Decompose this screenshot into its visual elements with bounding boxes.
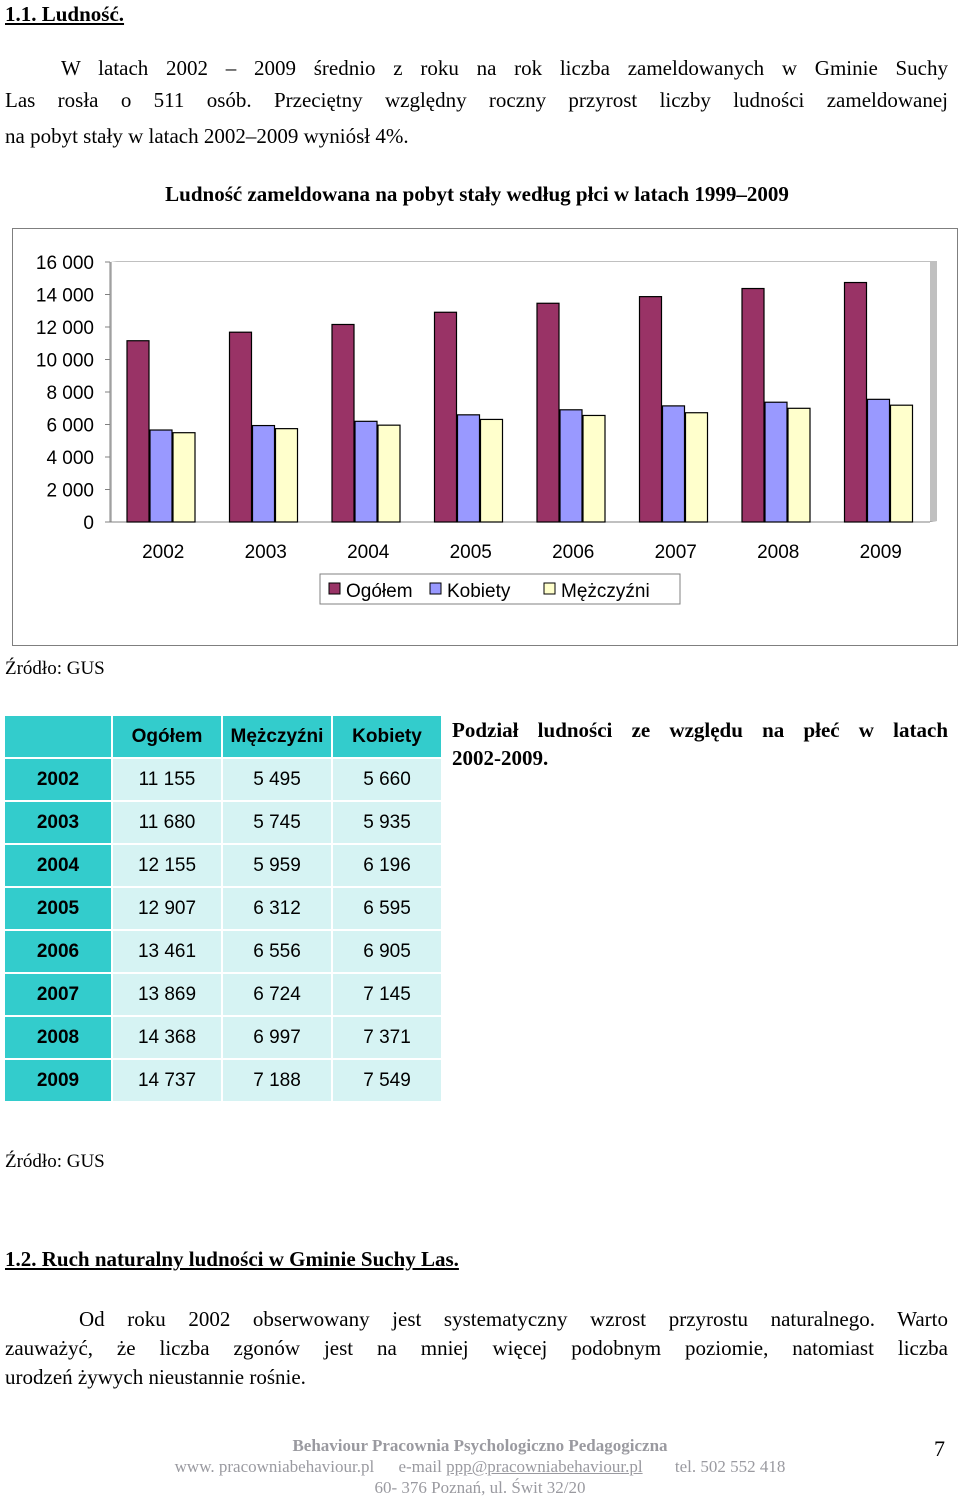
chart-title: Ludność zameldowana na pobyt stały według płci w latach 1999–2009 (165, 182, 789, 206)
row-year-cell: 2007 (4, 973, 112, 1016)
y-tick-label: 2 000 (46, 480, 94, 502)
bar-mężczyźni-2003 (276, 429, 298, 522)
footer-www[interactable]: www. pracowniabehaviour.pl (174, 1457, 375, 1476)
table-row (4, 1059, 442, 1102)
row-women-cell: 5 660 (332, 758, 442, 801)
bar-mężczyźni-2004 (378, 425, 400, 522)
section-heading-2: 1.2. Ruch naturalny ludności w Gminie Suchy Las. (5, 1247, 459, 1271)
row-total-cell: 13 461 (112, 930, 222, 973)
row-women-cell: 7 549 (332, 1059, 442, 1102)
y-tick-label: 4 000 (46, 448, 94, 469)
bar-mężczyźni-2007 (686, 413, 708, 522)
bar-ogółem-2003 (230, 332, 252, 522)
row-women-cell: 5 935 (332, 801, 442, 844)
table-header-row (4, 715, 442, 758)
row-year-cell: 2009 (4, 1059, 112, 1102)
row-men-cell: 6 997 (222, 1016, 332, 1059)
legend-label-mężczyźni: Mężczyźni (561, 581, 650, 602)
bar-ogółem-2009 (845, 283, 867, 522)
table-row (4, 930, 442, 973)
footer (130, 1435, 830, 1498)
bar-ogółem-2006 (537, 303, 559, 522)
row-women-cell: 6 905 (332, 930, 442, 973)
bar-mężczyźni-2006 (583, 415, 605, 522)
para2-line-1: Od roku 2002 obserwowany jest systematyczny wzrost przyrostu naturalnego. Warto (79, 1307, 948, 1331)
legend (320, 574, 680, 604)
table-row (4, 1016, 442, 1059)
bar-kobiety-2008 (765, 402, 787, 522)
row-year-cell: 2005 (4, 887, 112, 930)
table-caption-line-2: 2002-2009. (452, 746, 549, 770)
bar-kobiety-2006 (560, 410, 582, 522)
bar-kobiety-2003 (253, 426, 275, 522)
table-corner-cell (4, 715, 112, 758)
row-men-cell: 5 959 (222, 844, 332, 887)
row-total-cell: 13 869 (112, 973, 222, 1016)
x-tick-label: 2004 (347, 542, 390, 563)
bar-ogółem-2002 (127, 341, 149, 522)
row-year-cell: 2004 (4, 844, 112, 887)
row-men-cell: 6 556 (222, 930, 332, 973)
header-women: Kobiety (332, 715, 442, 758)
row-total-cell: 14 737 (112, 1059, 222, 1102)
legend-swatch-mężczyźni (544, 583, 555, 594)
legend-label-ogółem: Ogółem (346, 581, 413, 602)
footer-phone: tel. 502 552 418 (674, 1457, 786, 1476)
bar-mężczyźni-2009 (891, 405, 913, 522)
table-caption-line-1: Podział ludności ze względu na płeć w latach (452, 718, 948, 742)
population-table (3, 714, 443, 1103)
para2-line-3: urodzeń żywych nieustannie rośnie. (5, 1365, 306, 1389)
row-men-cell: 5 495 (222, 758, 332, 801)
bar-kobiety-2009 (868, 399, 890, 522)
table-row (4, 887, 442, 930)
footer-company: Behaviour Pracownia Psychologiczno Pedagogiczna (292, 1436, 668, 1455)
row-women-cell: 6 196 (332, 844, 442, 887)
x-tick-label: 2008 (757, 542, 800, 563)
footer-email-label: e-mail (398, 1457, 442, 1476)
bar-mężczyźni-2005 (481, 419, 503, 522)
y-tick-label: 0 (83, 513, 94, 534)
legend-label-kobiety: Kobiety (447, 581, 511, 602)
intro-line-2: Las rosła o 511 osób. Przeciętny względny roczny przyrost liczby ludności zameldowanej (5, 88, 948, 112)
header-total: Ogółem (112, 715, 222, 758)
bar-kobiety-2005 (458, 415, 480, 522)
footer-address: 60- 376 Poznań, ul. Świt 32/20 (374, 1478, 586, 1497)
table-row (4, 844, 442, 887)
row-year-cell: 2003 (4, 801, 112, 844)
intro-line-1: W latach 2002 – 2009 średnio z roku na rok liczba zameldowanych w Gminie Suchy (61, 56, 948, 80)
row-women-cell: 7 371 (332, 1016, 442, 1059)
row-total-cell: 11 155 (112, 758, 222, 801)
row-men-cell: 6 312 (222, 887, 332, 930)
x-tick-label: 2009 (859, 542, 902, 563)
bar-mężczyźni-2008 (788, 408, 810, 522)
x-tick-label: 2005 (449, 542, 492, 563)
y-tick-label: 10 000 (35, 350, 94, 372)
row-total-cell: 14 368 (112, 1016, 222, 1059)
y-tick-label: 6 000 (46, 415, 94, 437)
y-tick-label: 12 000 (35, 318, 94, 339)
row-year-cell: 2002 (4, 758, 112, 801)
bar-mężczyźni-2002 (173, 433, 195, 522)
natural-movement-paragraph (5, 1305, 948, 1392)
y-tick-label: 8 000 (46, 383, 94, 404)
legend-swatch-kobiety (430, 583, 441, 594)
x-tick-label: 2007 (654, 542, 697, 563)
y-tick-label: 14 000 (35, 285, 94, 307)
row-men-cell: 5 745 (222, 801, 332, 844)
source-note-1: Źródło: GUS (5, 658, 105, 679)
bar-kobiety-2002 (150, 430, 172, 522)
bar-ogółem-2007 (640, 297, 662, 522)
row-year-cell: 2008 (4, 1016, 112, 1059)
table-row (4, 801, 442, 844)
row-men-cell: 6 724 (222, 973, 332, 1016)
footer-email-link[interactable]: ppp@pracowniabehaviour.pl (446, 1457, 643, 1476)
source-note-2: Źródło: GUS (5, 1151, 105, 1172)
x-tick-label: 2002 (142, 542, 185, 563)
row-women-cell: 7 145 (332, 973, 442, 1016)
bar-kobiety-2007 (663, 406, 685, 522)
footer-contact (130, 1456, 830, 1477)
row-men-cell: 7 188 (222, 1059, 332, 1102)
legend-swatch-ogółem (329, 583, 340, 594)
header-men: Mężczyźni (222, 715, 332, 758)
row-total-cell: 11 680 (112, 801, 222, 844)
page-number: 7 (934, 1436, 945, 1461)
row-year-cell: 2006 (4, 930, 112, 973)
row-women-cell: 6 595 (332, 887, 442, 930)
table-row (4, 973, 442, 1016)
x-tick-label: 2006 (552, 542, 595, 563)
row-total-cell: 12 907 (112, 887, 222, 930)
bar-chart (0, 0, 960, 660)
row-total-cell: 12 155 (112, 844, 222, 887)
y-tick-label: 16 000 (35, 253, 94, 274)
bar-ogółem-2005 (435, 312, 457, 522)
section-heading-1: 1.1. Ludność. (5, 2, 125, 26)
x-tick-label: 2003 (244, 542, 287, 563)
table-caption (452, 716, 948, 772)
bar-ogółem-2004 (332, 324, 354, 522)
table-row (4, 758, 442, 801)
bar-ogółem-2008 (742, 289, 764, 522)
x-axis-labels (142, 542, 902, 563)
intro-line-3: na pobyt stały w latach 2002–2009 wyniósł 4%. (5, 124, 409, 148)
bar-kobiety-2004 (355, 421, 377, 522)
para2-line-2: zauważyć, że liczba zgonów jest na mniej więcej podobnym poziomie, natomiast liczba (5, 1336, 948, 1360)
